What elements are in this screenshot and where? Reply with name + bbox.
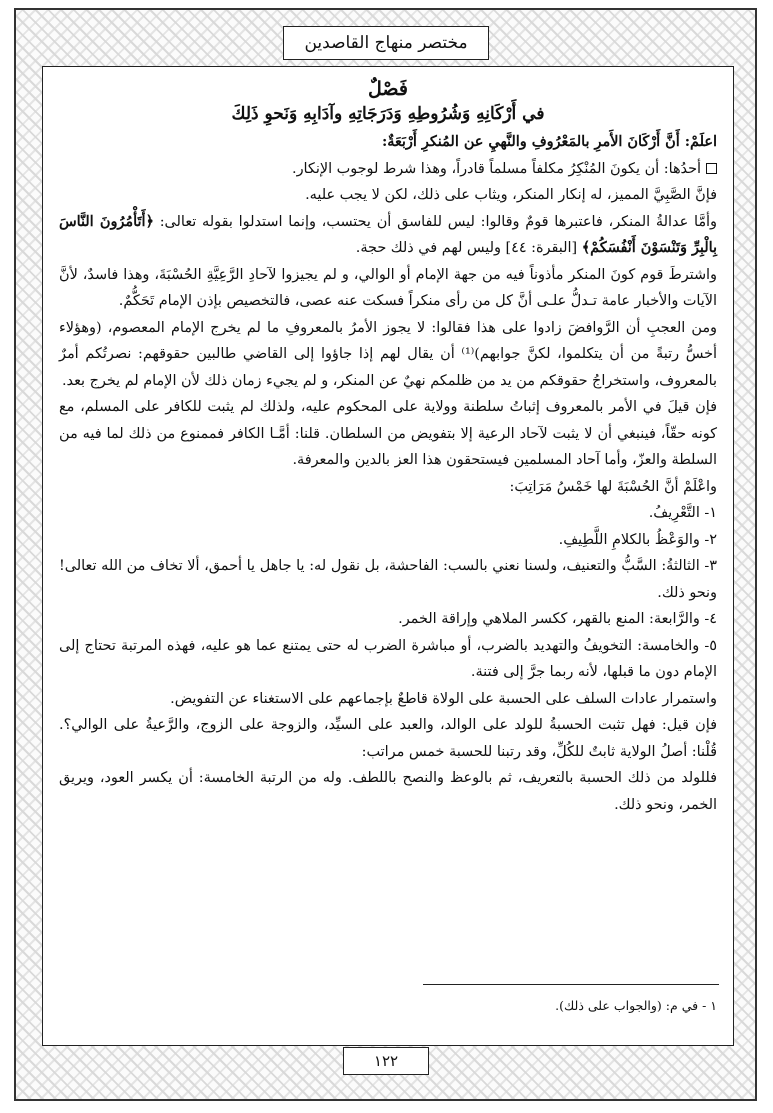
rank-1: ١- التَّعْرِيفُ. bbox=[648, 505, 717, 521]
rank-3: ٣- الثالثةُ: السَّبُّ والتعنيف، ولسنا نعني بالسب: الفاحشة، بل نقول له: يا جاهل يا أحمق، ألا تخاف من الله تعالى! ونحو ذلك. bbox=[59, 558, 717, 601]
paragraph-9: فإن قيل: فهل تثبت الحسبةُ للولد على الوالد، والعبد على السيِّد، والزوجة على الزوج، والرَّعيةُ على الوالي؟. قُلْنا: أصلُ الولاية ثابتٌ للكُلِّ، وقد رتبنا للحسبة خمس مراتب: bbox=[59, 717, 717, 760]
rank-2: ٢- والوَعْظُ بالكلامِ اللَّطِيفِ. bbox=[558, 531, 717, 548]
page-number-box bbox=[343, 1047, 429, 1075]
paragraph-8: واستمرار عادات السلف على الحسبة على الولاة قاطعٌ بإجماعهم على الاستغناء عن التفويض. bbox=[170, 690, 717, 707]
section-subtitle: في أَرْكَانِهِ وَشُرُوطِهِ وَدَرَجَاتِهِ وآدَابِهِ وَنَحوِ ذَلِكَ bbox=[231, 104, 545, 124]
paragraph-4: واشترطَ قوم كونَ المنكر مأذوناً فيه من جهة الإمام أو الوالي، و لم يجيزوا لآحادِ الرَّعِيَّةِ الحُسْبَةَ، وهذا فاسدٌ، لأنَّ الآيات والأخبار عامة تـدلُّ علـى أنَّ كل من رأى منكراً فسكت عنه عصى، فالتخصيص بإذن الإمام تَحَكُّمٌ. bbox=[59, 266, 717, 309]
paragraph-7: واعْلَمْ أنَّ الحُسْبَةَ لها خَمْسُ مَرَاتِبَ: bbox=[509, 478, 717, 495]
paragraph-2: فإنَّ الصَّبِيَّ المميز، له إنكار المنكر، ويثاب على ذلك، لكن لا يجب عليه. bbox=[305, 187, 717, 203]
rank-4: ٤- والرَّابعة: المنع بالقهر، ككسر الملاهي وإراقة الخمر. bbox=[398, 611, 717, 627]
book-title: مختصر منهاج القاصدين bbox=[304, 33, 468, 53]
square-bullet-icon bbox=[706, 163, 717, 174]
paragraph-1: أحدُها: أن يكونَ المُنْكِرُ مكلفاً مسلماً قادراً، وهذا شرط لوجوب الإنكار. bbox=[59, 156, 717, 183]
page-number: ١٢٢ bbox=[373, 1052, 399, 1070]
paragraph-5: ومن العجبِ أن الرَّوافضَ زادوا على هذا فقالوا: لا يجوز الأمرُ بالمعروفِ ما لم يخرج الإمام المعصوم، (وهؤلاء أخسُّ رتبةً من أن يتكلموا، لكنَّ جوابهم)⁽¹⁾ أن يقال لهم إذا جاؤوا إلى القاضي طالبين حقوقهم: نصرتُكم أمرٌ بالمعروف، واستخراجُ حقوقكم من يد من ظلمكم نهيٌ عن المنكر، و لم يجيء زمان ذلك لأن الإمام لم يخرج بعد. bbox=[59, 319, 717, 389]
footnote: ١ - في م: (والجواب على ذلك). bbox=[555, 998, 717, 1013]
footnote-divider bbox=[423, 984, 719, 985]
page-body bbox=[42, 66, 734, 1046]
section-title: فَصْلٌ bbox=[368, 78, 408, 100]
rank-5: ٥- والخامسة: التخويفُ والتهديد بالضرب، أو مباشرة الضرب له حتى يمتنع عما هو عليه، فهذه المرتبة تحتاج إلى الإمام دون ما قبلها، لأنه ربما جرَّ إلى فتنة. bbox=[59, 637, 717, 680]
running-header bbox=[283, 26, 489, 60]
paragraph-intro: اعلَمْ: أَنَّ أَرْكَانَ الأَمرِ بالمَعْرُوفِ والنَّهيِ عن المُنكرِ أَرْبَعَةٌ: bbox=[381, 133, 717, 150]
quran-verse: ﴿أَتَأْمُرُونَ النَّاسَ بِالْبِرِّ وَتَنْسَوْنَ أَنْفُسَكُمْ﴾ bbox=[59, 212, 717, 256]
paragraph-10: فللولد من ذلك الحسبة بالتعريف، ثم بالوعظ والنصح باللطف. وله من الرتبة الخامسة: أن يكسر العود، ويريق الخمر، ونحو ذلك. bbox=[59, 770, 717, 813]
paragraph-3: وأمَّا عدالةُ المنكر، فاعتبرها قومٌ وقالوا: ليس للفاسق أن يحتسب، وإنما استدلوا بقوله تعالى: ﴿أَتَأْمُرُونَ النَّاسَ بِالْبِرِّ وَتَنْسَوْنَ أَنْفُسَكُمْ﴾ [البقرة: ٤٤] وليس لهم في ذلك حجة. bbox=[59, 212, 717, 256]
paragraph-6: فإن قيلَ في الأمر بالمعروف إثباتُ سلطنة وولاية على المحكوم عليه، ولذلك لم يثبت للكافر على المسلم، مع كونه حقّاً، فينبغي أن لا يثبت لآحاد الرعية إلا بتفويض من السلطان. قلنا: أمَّـا الكافر فممنوع من ذلك لما فيه من السلطة والعزّ، وأما آحاد المسلمين فيستحقون هذا العز بالدين والمعرفة. bbox=[59, 399, 717, 468]
